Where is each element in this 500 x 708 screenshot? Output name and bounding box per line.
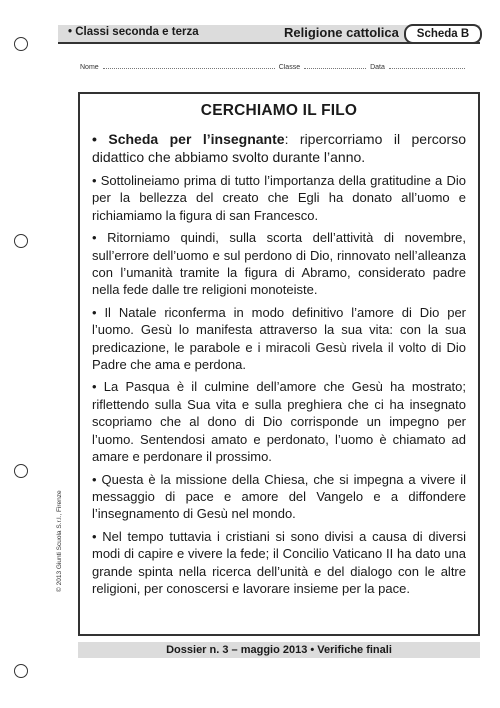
paragraph-3: • Il Natale riconferma in modo definitivo l’amore di Dio per l’uomo. Gesù lo manifesta attraverso la sua vita: con la sua predicazione, le parabole e i miracoli Gesù rivela il volto di Dio Padre che ama e perdona. [92, 304, 466, 373]
binder-hole [14, 664, 28, 678]
paragraph-2: • Ritorniamo quindi, sulla scorta dell’attività di novembre, sull’errore dell’uomo e sul perdono di Dio, rinnovato nell’alleanza con l’umanità tramite la figura di Abramo, considerato padre nella fede dalle tre religioni monoteiste. [92, 230, 466, 298]
paragraph-6: • Nel tempo tuttavia i cristiani si sono divisi a causa di diversi modi di capire e vivere la fede; il Concilio Vaticano II ha dato una grande spinta nella ricerca dell’unità e del dialogo con le altre religioni, per conoscersi e lavorare insieme per la pace. [92, 528, 466, 596]
intro-paragraph [92, 130, 466, 166]
paragraph-5: • Questa è la missione della Chiesa, che si impegna a vivere il messaggio di pace e amore del Vangelo e a diffondere l’insegnamento di Gesù nel mondo. [92, 471, 466, 522]
class-label: Classe [278, 64, 301, 71]
classes-label: • Classi seconda e terza [68, 26, 199, 38]
paragraph-1: • Sottolineiamo prima di tutto l’importanza della gratitudine a Dio per la bellezza del creato che Egli ha donato all’uomo e richiamiamo la figura di san Francesco. [92, 173, 466, 223]
content-box [78, 92, 480, 636]
date-field[interactable] [389, 64, 465, 69]
student-fields [80, 64, 480, 71]
intro-bold: • Scheda per l’insegnante [92, 131, 285, 147]
page-title: CERCHIAMO IL FILO [200, 102, 358, 119]
name-field[interactable] [103, 64, 275, 69]
binder-hole [14, 37, 28, 51]
subject-label: Religione cattolica [284, 25, 399, 40]
sheet-tab: Scheda B [404, 24, 482, 44]
binder-hole [14, 234, 28, 248]
binder-hole [14, 464, 28, 478]
name-label: Nome [80, 64, 99, 71]
footer-bar: Dossier n. 3 – maggio 2013 • Verifiche finali [78, 642, 480, 658]
copyright-note: © 2013 Giunti Scuola S.r.l., Firenze [56, 490, 63, 592]
intro-text: : ripercorriamo il percorso didattico che abbiamo svolto durante l’anno. [92, 131, 466, 165]
paragraph-4: • La Pasqua è il culmine dell’amore che Gesù ha mostrato; riflettendo sulla Sua vita e sulla preghiera che ci ha insegnato scopriamo che al dono di Dio corrisponde un impegno per l’uomo. Sentendosi amato e perdonato, l’uomo è chiamato ad amare e perdonare il prossimo. [92, 379, 466, 465]
date-label: Data [370, 64, 385, 71]
class-field[interactable] [304, 64, 366, 69]
